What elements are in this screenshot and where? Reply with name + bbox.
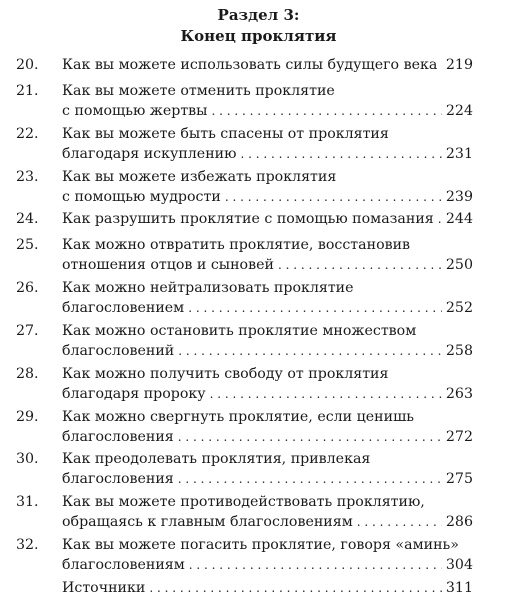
toc-entry-title-line: Как вы можете избежать проклятия <box>62 168 337 185</box>
dot-leader <box>438 209 442 229</box>
toc-entry-number: 28. <box>16 365 39 382</box>
dot-leader <box>240 144 441 164</box>
toc-entry <box>0 407 517 450</box>
toc-entry-leader-line <box>62 578 473 598</box>
toc-entry <box>0 124 517 167</box>
dot-leader <box>278 255 442 275</box>
toc-entry-title-line: Как разрушить проклятие с помощью помазания <box>62 211 434 228</box>
toc-entry-title-line: Как вы можете использовать силы будущего века <box>62 57 438 73</box>
toc-entry-page-number: 286 <box>445 514 473 531</box>
toc-entry-title-line: обращаясь к главным благословениям <box>62 514 353 531</box>
toc-entry-number: 25. <box>16 237 39 254</box>
toc-entry-number: 30. <box>16 451 39 468</box>
toc-entry-title-line: с помощью жертвы <box>62 103 208 119</box>
section-heading <box>0 5 517 47</box>
toc-entry <box>0 449 517 492</box>
toc-entry-page-number: 224 <box>445 103 473 119</box>
toc-entry-page-number: 231 <box>445 145 473 162</box>
toc-entry-title-line: благодаря искуплению <box>62 145 237 162</box>
toc-entry-number: 21. <box>16 83 39 99</box>
toc-list <box>0 55 517 604</box>
dot-leader <box>210 384 442 404</box>
dot-leader <box>178 469 442 489</box>
toc-entry <box>0 209 517 235</box>
toc-entry-title-line: Как преодолевать проклятия, привлекая <box>62 451 371 468</box>
toc-entry-title-line: отношения отцов и сыновей <box>62 257 274 274</box>
dot-leader <box>149 578 442 598</box>
toc-entry-page-number: 219 <box>445 57 473 73</box>
dot-leader <box>178 341 442 361</box>
dot-leader <box>225 187 442 207</box>
toc-entry-leader-line <box>62 255 473 275</box>
toc-entry-title-line: Как можно остановить проклятие множеством <box>62 322 417 339</box>
toc-entry-number: 20. <box>16 57 39 73</box>
toc-entry-title-line: благословений <box>62 342 175 359</box>
toc-entry-title-line: благословения <box>62 428 174 445</box>
toc-entry-page-number: 311 <box>445 579 473 596</box>
section-title: Конец проклятия <box>180 27 337 45</box>
toc-entry-title-line: благословением <box>62 300 185 317</box>
toc-entry-title-line: Источники <box>62 579 146 596</box>
toc-entry-number: 22. <box>16 125 39 142</box>
toc-entry-leader-line <box>62 469 473 489</box>
toc-entry <box>0 81 517 124</box>
toc-entry <box>0 167 517 210</box>
toc-entry-leader-line <box>62 384 473 404</box>
toc-entry-title-line: с помощью мудрости <box>62 188 221 205</box>
dot-leader <box>357 512 442 532</box>
toc-entry-number: 24. <box>16 211 39 228</box>
toc-entry-title-line: благословениям <box>62 556 185 573</box>
toc-entry-leader-line <box>62 512 473 532</box>
toc-entry-leader-line <box>62 298 473 318</box>
toc-entry-number: 27. <box>16 322 39 339</box>
toc-entry-page-number: 250 <box>445 257 473 274</box>
toc-entry-leader-line <box>62 144 473 164</box>
toc-entry-number: 29. <box>16 408 39 425</box>
toc-entry-title-line: Как вы можете отменить проклятие <box>62 83 335 99</box>
toc-entry <box>0 278 517 321</box>
toc-entry-page-number: 239 <box>445 188 473 205</box>
toc-entry-page-number: 252 <box>445 300 473 317</box>
toc-entry-leader-line <box>62 555 473 575</box>
toc-entry <box>0 492 517 535</box>
toc-entry-page-number: 263 <box>445 385 473 402</box>
toc-entry-title-line: благословения <box>62 471 174 488</box>
toc-entry-title-line: Как вы можете погасить проклятие, говоря «аминь» <box>62 536 459 553</box>
toc-entry-title-line: Как можно отвратить проклятие, восстановив <box>62 237 411 254</box>
toc-entry-title-line: Как вы можете быть спасены от проклятия <box>62 125 389 142</box>
toc-entry-page-number: 304 <box>445 556 473 573</box>
toc-entry-page-number: 244 <box>445 211 473 228</box>
toc-entry-title-line: Как можно нейтрализовать проклятие <box>62 280 354 297</box>
dot-leader <box>441 55 442 75</box>
toc-entry-title-line: благодаря пророку <box>62 385 206 402</box>
toc-entry-title-line: Как вы можете противодействовать проклятию, <box>62 494 425 511</box>
toc-entry <box>0 55 517 81</box>
toc-entry-leader-line <box>62 55 473 75</box>
toc-entry-title-line: Как можно свергнуть проклятие, если ценишь <box>62 408 414 425</box>
toc-entry <box>0 364 517 407</box>
toc-entry-number: 32. <box>16 536 39 553</box>
toc-entry-number: 31. <box>16 494 39 511</box>
toc-entry <box>0 321 517 364</box>
dot-leader <box>178 427 442 447</box>
toc-entry-title-line: Как можно получить свободу от проклятия <box>62 365 389 382</box>
dot-leader <box>211 101 441 121</box>
dot-leader <box>188 298 442 318</box>
toc-entry <box>0 235 517 278</box>
toc-entry-number: 26. <box>16 280 39 297</box>
toc-entry-leader-line <box>62 187 473 207</box>
toc-entry-page-number: 272 <box>445 428 473 445</box>
toc-entry-page-number: 258 <box>445 342 473 359</box>
toc-entry <box>0 535 517 578</box>
toc-entry-leader-line <box>62 341 473 361</box>
toc-entry-leader-line <box>62 209 473 229</box>
toc-entry-number: 23. <box>16 168 39 185</box>
section-label: Раздел 3: <box>217 6 300 24</box>
toc-entry-leader-line <box>62 101 473 121</box>
toc-entry-leader-line <box>62 427 473 447</box>
toc-entry-page-number: 275 <box>445 471 473 488</box>
dot-leader <box>189 555 442 575</box>
